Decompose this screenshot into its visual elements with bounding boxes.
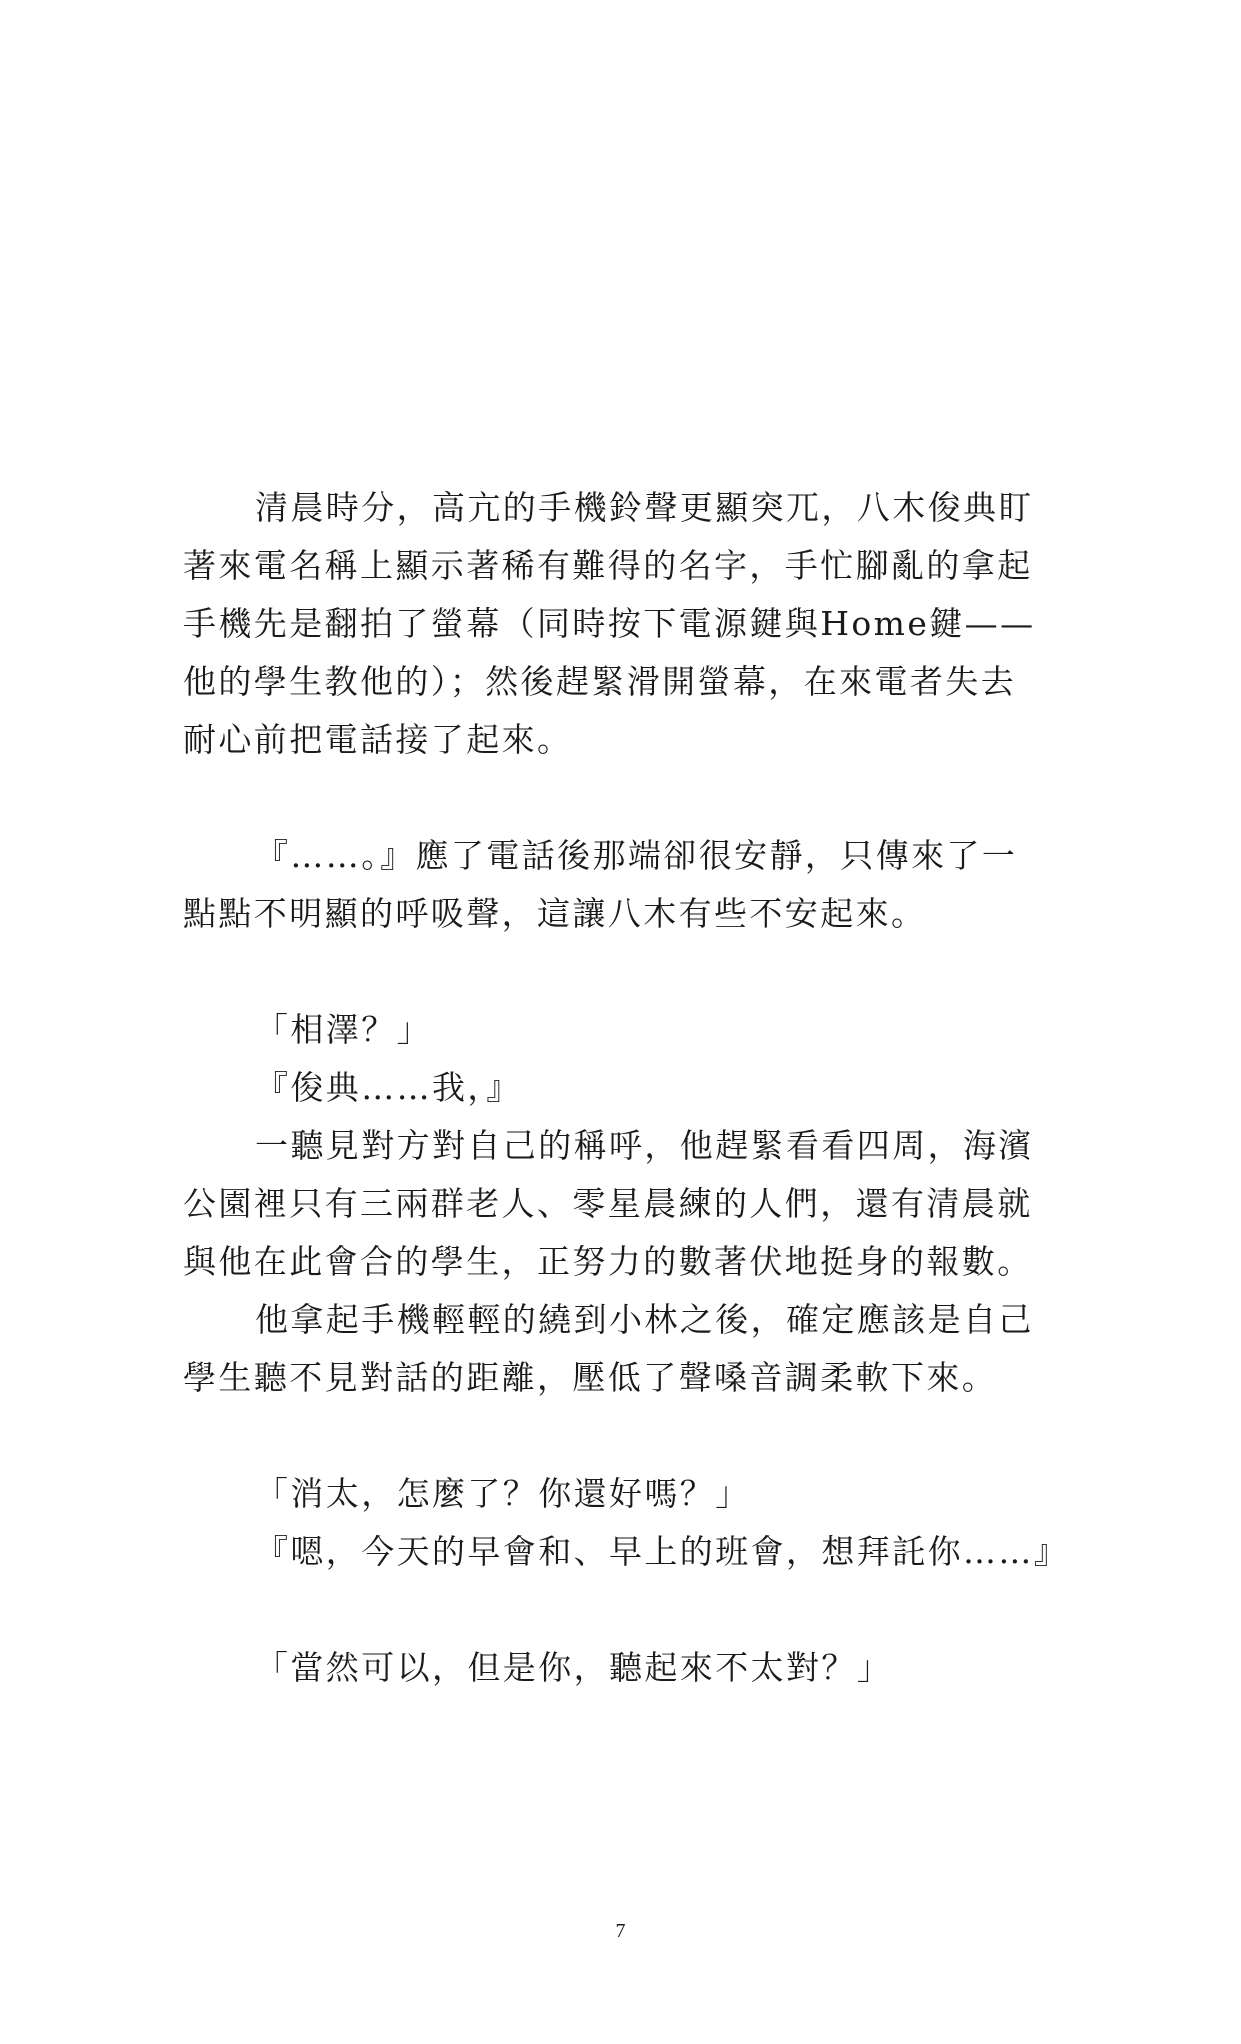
paragraph	[183, 1291, 1063, 1407]
paragraph-gap	[183, 769, 1063, 827]
text-line: 「相澤？」	[255, 1010, 432, 1049]
text-line: 『俊典……我，』	[255, 1068, 522, 1107]
text-line: 學生聽不見對話的距離，壓低了聲嗓音調柔軟下來。	[183, 1358, 998, 1397]
text-line: 與他在此會合的學生，正努力的數著伏地挺身的報數。	[183, 1242, 1033, 1281]
text-line: 點點不明顯的呼吸聲，這讓八木有些不安起來。	[183, 894, 927, 933]
text-line: 「消太，怎麼了？你還好嗎？」	[255, 1474, 751, 1513]
text-line: 清晨時分，高亢的手機鈴聲更顯突兀，八木俊典盯	[255, 488, 1034, 527]
paragraph-gap	[183, 943, 1063, 1001]
body-text	[183, 479, 1070, 1697]
text-line: 「當然可以，但是你，聽起來不太對？」	[255, 1648, 893, 1687]
text-line: 他拿起手機輕輕的繞到小林之後，確定應該是自己	[255, 1300, 1034, 1339]
paragraph	[183, 1465, 1063, 1523]
text-line: 『嗯，今天的早會和、早上的班會，想拜託你……』	[255, 1532, 1070, 1571]
paragraph	[183, 479, 1063, 769]
paragraph	[183, 827, 1063, 943]
text-line: 他的學生教他的）；然後趕緊滑開螢幕，在來電者失去	[183, 662, 1017, 701]
paragraph	[183, 1001, 1063, 1059]
text-line: 手機先是翻拍了螢幕（同時按下電源鍵與Home鍵——	[183, 604, 1036, 643]
paragraph-gap	[183, 1581, 1063, 1639]
paragraph	[183, 1059, 1063, 1117]
text-line: 著來電名稱上顯示著稀有難得的名字，手忙腳亂的拿起	[183, 546, 1033, 585]
paragraph	[183, 1117, 1063, 1291]
text-line: 一聽見對方對自己的稱呼，他趕緊看看四周，海濱	[255, 1126, 1034, 1165]
paragraph	[183, 1523, 1070, 1581]
text-line: 耐心前把電話接了起來。	[183, 720, 573, 759]
text-line: 公園裡只有三兩群老人、零星晨練的人們，還有清晨就	[183, 1184, 1033, 1223]
paragraph-gap	[183, 1407, 1063, 1465]
text-line: 『……。』應了電話後那端卻很安靜，只傳來了一	[255, 836, 1018, 875]
paragraph	[183, 1639, 1063, 1697]
page-number: 7	[615, 1920, 626, 1942]
